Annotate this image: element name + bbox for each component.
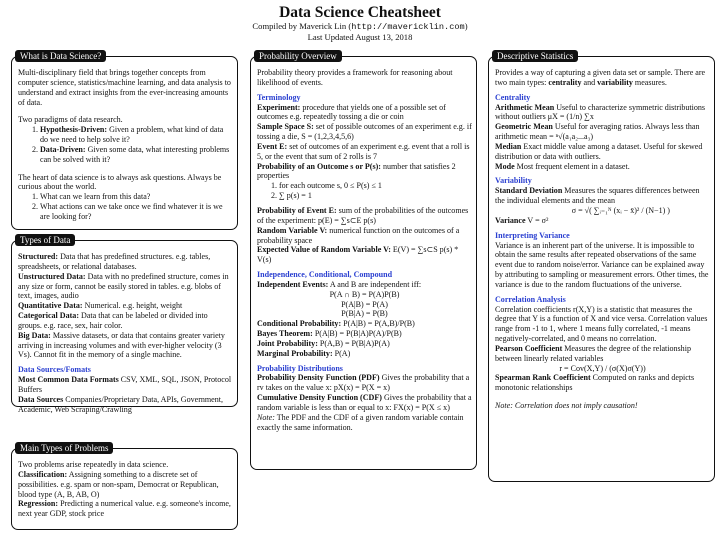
formula: P(B|A) = P(B) [341, 309, 388, 319]
source-item: Most Common Data Formats CSV, XML, SQL, JSON, Protocol Buffers [18, 375, 232, 394]
probability-overview-box [250, 51, 477, 470]
section-heading: Centrality [495, 92, 531, 102]
section-heading: Data Sources/Fomats [18, 365, 91, 375]
compiled-by: Compiled by Maverick Lin (http://mavericklin.com) [252, 21, 468, 32]
intro-text: Provides a way of capturing a given data set or sample. There are two main types: centrality and variability measures. [495, 68, 706, 87]
pearson-formula: r = Cov(X,Y) / (σ(X)σ(Y)) [559, 363, 646, 373]
std-formula: σ = √( ∑ᵢ₌₁ᴺ (xᵢ − x̄)² / (N−1) ) [571, 205, 670, 215]
section-heading: Terminology [257, 92, 301, 102]
centrality-item: Median Exact middle value among a dataset. Useful for skewed distribution or data with outliers. [495, 141, 703, 161]
list-item: 1. for each outcome s, 0 ≤ P(s) ≤ 1 [279, 181, 472, 191]
note: Note: The PDF and the CDF of a given random variable contain exactly the same information. [257, 412, 464, 432]
prob-item: Bayes Theorem: P(A|B) = P(B|A)P(A)/P(B) [257, 329, 402, 339]
data-type-item: Unstructured Data: Data with no predefined structure, comes in any size or form, cannot be easily stored in tables. e.g. blobs of text, images, audio [18, 271, 229, 301]
prob-item: Conditional Probability: P(A|B) = P(A,B)/P(B) [257, 319, 415, 329]
prob-item: Marginal Probability: P(A) [257, 348, 351, 358]
problems-intro: Two problems arise repeatedly in data science. [18, 460, 169, 469]
formula: P(A|B) = P(A) [341, 299, 388, 309]
dist-item: Probability Density Function (PDF) Gives the probability that a rv takes on the value x: pX(x) = P(X = x) [257, 373, 470, 393]
box-title: What is Data Science? [15, 50, 106, 62]
centrality-item: Geometric Mean Useful for averaging ratios. Always less than arithmetic mean = ⁿ√(a₁a₂...a₃) [495, 122, 700, 142]
problem-item: Classification: Assigning something to a discrete set of possibilities. e.g. spam or non-spam, Democrat or Republican, blood type (A, B, AB, O) [18, 469, 219, 499]
spearman-item: Spearman Rank Coefficient Computed on ranks and depicts monotonic relationships [495, 373, 695, 393]
heart-text: The heart of data science is to always ask questions. Always be curious about the world. [18, 172, 222, 192]
data-type-item: Big Data: Massive datasets, or data that contains greater variety arriving in increasing volumes and with ever-higher velocity (3 Vs). Cannot fit in the memory of a single machine. [18, 330, 225, 360]
term-item: Event E: set of outcomes of an experiment e.g. event that a roll is 5, or the event that sum of 2 rolls is 7 [257, 141, 470, 161]
box-title: Probability Overview [254, 50, 342, 62]
correlation-text: Correlation coefficients r(X,Y) is a statistic that measures the degree that Y is a function of X and vice versa. Correlation values range from -1 to 1, where 1 means fully correlated, -1 means negatively-correlated, and 0 means no correlation. [495, 304, 708, 344]
term-item: Probability of Event E: sum of the probabilities of the outcomes of the experiment: p(E) = ∑s⊂E p(s) [257, 205, 469, 225]
problem-item: Regression: Predicting a numerical value. e.g. someone's income, next year GDP, stock price [18, 499, 231, 519]
types-of-data-box [11, 235, 238, 414]
section-heading: Independence, Conditional, Compound [257, 270, 393, 280]
intro-text: Multi-disciplinary field that brings together concepts from computer science, statistics/machine learning, and data analysis to understand and extract insights from the ever-increasing amounts of data. [18, 68, 231, 107]
list-item: 2. ∑ p(s) = 1 [279, 191, 472, 201]
page-title: Data Science Cheatsheet [279, 4, 441, 21]
correlation-note: Note: Correlation does not imply causation! [495, 401, 638, 411]
centrality-item: Arithmetic Mean Useful to characterize symmetric distributions without outliers μX = (1/n) ∑x [495, 102, 706, 122]
properties-list [257, 181, 472, 201]
section-heading: Interpreting Variance [495, 230, 570, 240]
data-type-item: Categorical Data: Data that can be labeled or divided into groups. e.g. race, sex, hair color. [18, 311, 208, 330]
independent-events: Independent Events: A and B are independent iff: [257, 279, 422, 289]
variance-item: Variance V = σ² [495, 215, 549, 225]
list-item: 1. What can we learn from this data? [40, 192, 233, 202]
dist-item: Cumulative Density Function (CDF) Gives the probability that a random variable is less than or equal to x: FX(x) = P(X ≤ x) [257, 393, 472, 412]
section-heading: Correlation Analysis [495, 294, 566, 304]
term-item: Experiment: procedure that yields one of a possible set of outcomes e.g. repeatedly tossing a die or coin [257, 102, 446, 122]
box-title: Main Types of Problems [15, 442, 113, 454]
paradigms-intro: Two paradigms of data research. [18, 115, 123, 125]
last-updated: Last Updated August 13, 2018 [307, 32, 413, 42]
intro-text: Probability theory provides a framework for reasoning about likelihood of events. [257, 68, 453, 87]
box-title: Types of Data [15, 234, 75, 246]
prob-item: Joint Probability: P(A,B) = P(B|A)P(A) [257, 338, 390, 348]
page-header [0, 4, 720, 42]
source-item: Data Sources Companies/Proprietary Data, APIs, Government, Academic, Web Scraping/Crawling [18, 394, 224, 414]
term-item: Probability of an Outcome s or P(s): number that satisfies 2 properties [257, 161, 456, 181]
what-is-data-science-box [11, 51, 238, 230]
section-heading: Probability Distributions [257, 363, 343, 373]
questions-list [18, 192, 233, 222]
pearson-item: Pearson Coefficient Measures the degree of the relationship between linearly related variables [495, 343, 691, 363]
section-heading: Variability [495, 176, 532, 186]
data-type-item: Structured: Data that has predefined structures. e.g. tables, spreadsheets, or relational databases. [18, 252, 211, 271]
term-item: Expected Value of Random Variable V: E(V) = ∑s⊂S p(s) * V(s) [257, 245, 459, 265]
descriptive-statistics-box [488, 51, 715, 482]
main-problems-box [11, 443, 238, 530]
interpret-text: Variance is an inherent part of the universe. It is impossible to obtain the same results after repeated observations of the same event due to random noise/error. Variance can be explained away by attributing to sampling or measurement errors. Other times, the variance is due to the random fluctuations of the universe. [495, 240, 709, 289]
data-type-item: Quantitative Data: Numerical. e.g. height, weight [18, 301, 183, 311]
std-item: Standard Deviation Measures the squares differences between the individual elements and the mean [495, 186, 700, 206]
author-url[interactable]: http://mavericklin.com [351, 22, 465, 32]
term-item: Random Variable V: numerical function on the outcomes of a probability space [257, 225, 460, 245]
paradigms-list [18, 125, 233, 164]
list-item: 2. What actions can we take once we find whatever it is we are looking for? [40, 202, 233, 222]
centrality-item: Mode Most frequent element in a dataset. [495, 161, 630, 171]
formula: P(A ∩ B) = P(A)P(B) [329, 289, 400, 299]
list-item: 2. Data-Driven: Given some data, what interesting problems can be solved with it? [40, 145, 233, 165]
box-title: Descriptive Statistics [492, 50, 578, 62]
list-item: 1. Hypothesis-Driven: Given a problem, what kind of data do we need to help solve it? [40, 125, 233, 145]
term-item: Sample Space S: set of possible outcomes of an experiment e.g. if tossing a die, S = (1,2,3,4,5,6) [257, 122, 472, 142]
